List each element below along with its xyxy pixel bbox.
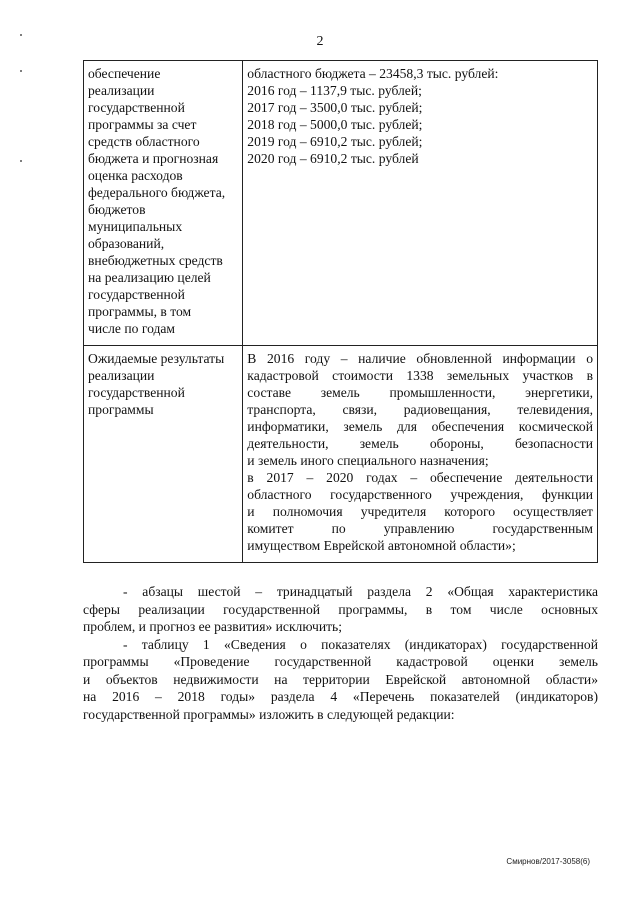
row-label-cell <box>84 61 243 346</box>
paragraph-line: проблем, и прогноз ее развития» исключить; <box>83 619 343 634</box>
results-line: составе земель промышленности, энергетики, <box>247 385 593 400</box>
scan-speck <box>20 34 22 36</box>
funding-line: областного бюджета – 23458,3 тыс. рублей: <box>247 66 499 81</box>
scan-speck <box>20 70 22 72</box>
label-line: образований, <box>88 236 165 251</box>
table-row <box>84 346 598 563</box>
funding-cell <box>243 61 598 346</box>
page-number: 2 <box>316 34 324 49</box>
scan-speck <box>20 160 22 162</box>
label-line: оценка расходов <box>88 168 183 183</box>
table-row <box>84 61 598 346</box>
funding-line: 2020 год – 6910,2 тыс. рублей <box>247 151 419 166</box>
label-line: федерального бюджета, <box>88 185 226 200</box>
label-line: программы <box>88 402 154 417</box>
label-line: на реализацию целей <box>88 270 211 285</box>
paragraph-line: - абзацы шестой – тринадцатый раздела 2 «Общая характеристика <box>123 584 598 599</box>
results-line: информатики, земель для обеспечения космической <box>247 419 593 434</box>
results-line: комитет по управлению государственным <box>247 521 593 536</box>
paragraph-line: и объектов недвижимости на территории Еврейской автономной области» <box>83 671 598 687</box>
results-line: деятельности, земель обороны, безопасности <box>247 436 593 451</box>
document-footer-reference: Смирнов/2017-3058(6) <box>506 857 590 866</box>
label-line: Ожидаемые результаты <box>88 351 225 366</box>
label-line: бюджета и прогнозная <box>88 151 219 166</box>
results-line: областного государственного учреждения, функции <box>247 487 593 502</box>
label-line: программы за счет <box>88 117 197 132</box>
results-line: В 2016 году – наличие обновленной информации о <box>247 351 593 366</box>
paragraph-line: программы «Проведение государственной кадастровой оценки земель <box>83 654 598 669</box>
amendment-text <box>83 583 598 723</box>
label-line: внебюджетных средств <box>88 253 223 268</box>
results-line: в 2017 – 2020 годах – обеспечение деятельности <box>247 470 593 485</box>
paragraph-line: сферы реализации государственной программы, в том числе основных <box>83 601 598 617</box>
paragraph-line: государственной программы» изложить в следующей редакции: <box>83 706 455 722</box>
funding-line: 2019 год – 6910,2 тыс. рублей; <box>247 134 423 149</box>
paragraph-line: на 2016 – 2018 годы» раздела 4 «Перечень показателей (индикаторов) <box>83 689 598 704</box>
results-line: кадастровой стоимости 1338 земельных участков в <box>247 368 593 383</box>
label-line: средств областного <box>88 134 200 149</box>
results-line: имуществом Еврейской автономной области»; <box>247 538 516 553</box>
label-line: обеспечение <box>88 66 161 81</box>
row-label-cell <box>84 346 243 563</box>
results-line: транспорта, связи, радиовещания, телевидения, <box>247 402 593 417</box>
results-line: и полномочия учредителя которого осуществляет <box>247 504 593 519</box>
funding-line: 2018 год – 5000,0 тыс. рублей; <box>247 117 423 132</box>
label-line: программы, в том <box>88 304 192 319</box>
label-line: реализации <box>88 83 155 98</box>
label-line: реализации <box>88 368 155 383</box>
label-line: числе по годам <box>88 321 176 336</box>
label-line: бюджетов <box>88 202 146 217</box>
label-line: государственной <box>88 100 185 115</box>
paragraph-line: - таблицу 1 «Сведения о показателях (индикаторах) государственной <box>123 636 598 652</box>
funding-line: 2016 год – 1137,9 тыс. рублей; <box>247 83 422 98</box>
label-line: государственной <box>88 287 185 302</box>
program-passport-table <box>83 60 598 563</box>
funding-line: 2017 год – 3500,0 тыс. рублей; <box>247 100 423 115</box>
expected-results-cell <box>243 346 598 563</box>
label-line: муниципальных <box>88 219 183 234</box>
label-line: государственной <box>88 385 185 400</box>
results-line: и земель иного специального назначения; <box>247 453 489 468</box>
